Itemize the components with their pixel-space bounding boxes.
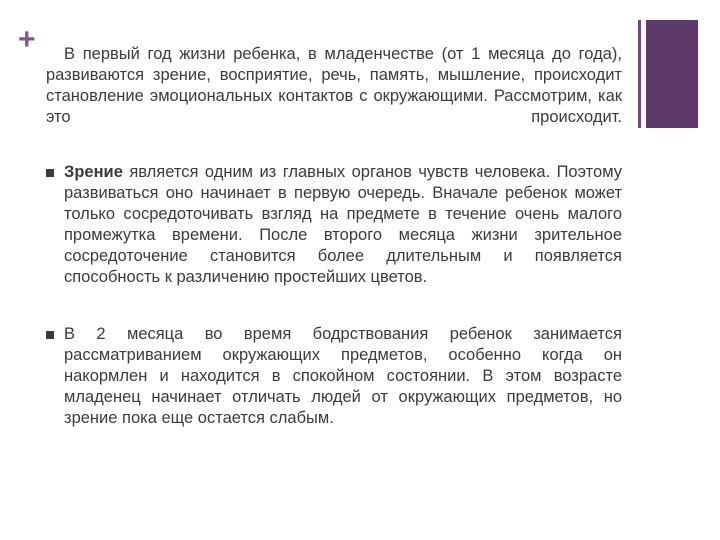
accent-rule-thin xyxy=(638,20,641,128)
intro-paragraph xyxy=(46,44,622,128)
intro-text: В первый год жизни ребенка, в младенчестве (от 1 месяца до года), развиваются зрение, восприятие, речь, память, мышление, происходит становление эмоциональных контактов с окружающими. Рассмотрим, как это происходит. xyxy=(46,45,622,126)
bullet-paragraph xyxy=(46,162,622,288)
bullet-text: является одним из главных органов чувств человека. Поэтому развиваться оно начинает в первую очередь. Вначале ребенок может только сосредоточивать взгляд на предмете в течение очень малого промежутка времени. После второго месяца жизни зрительное сосредоточение становится более длительным и появляется способность к различению простейших цветов. xyxy=(64,163,622,286)
bullet-square-icon xyxy=(46,331,54,339)
plus-icon: + xyxy=(18,23,36,56)
bullet-item-two-months xyxy=(46,324,622,429)
bullet-lead: Зрение xyxy=(64,163,123,181)
accent-rule-thick xyxy=(646,20,698,128)
bullet-text: В 2 месяца во время бодрствования ребенок занимается рассматриванием окружающих предметов, особенно когда он накормлен и находится в спокойном состоянии. В этом возрасте младенец начинает отличать людей от окружающих предметов, но зрение пока еще остается слабым. xyxy=(64,325,622,427)
bullet-item-vision xyxy=(46,162,622,288)
bullet-paragraph xyxy=(46,324,622,429)
bullet-square-icon xyxy=(46,169,54,177)
